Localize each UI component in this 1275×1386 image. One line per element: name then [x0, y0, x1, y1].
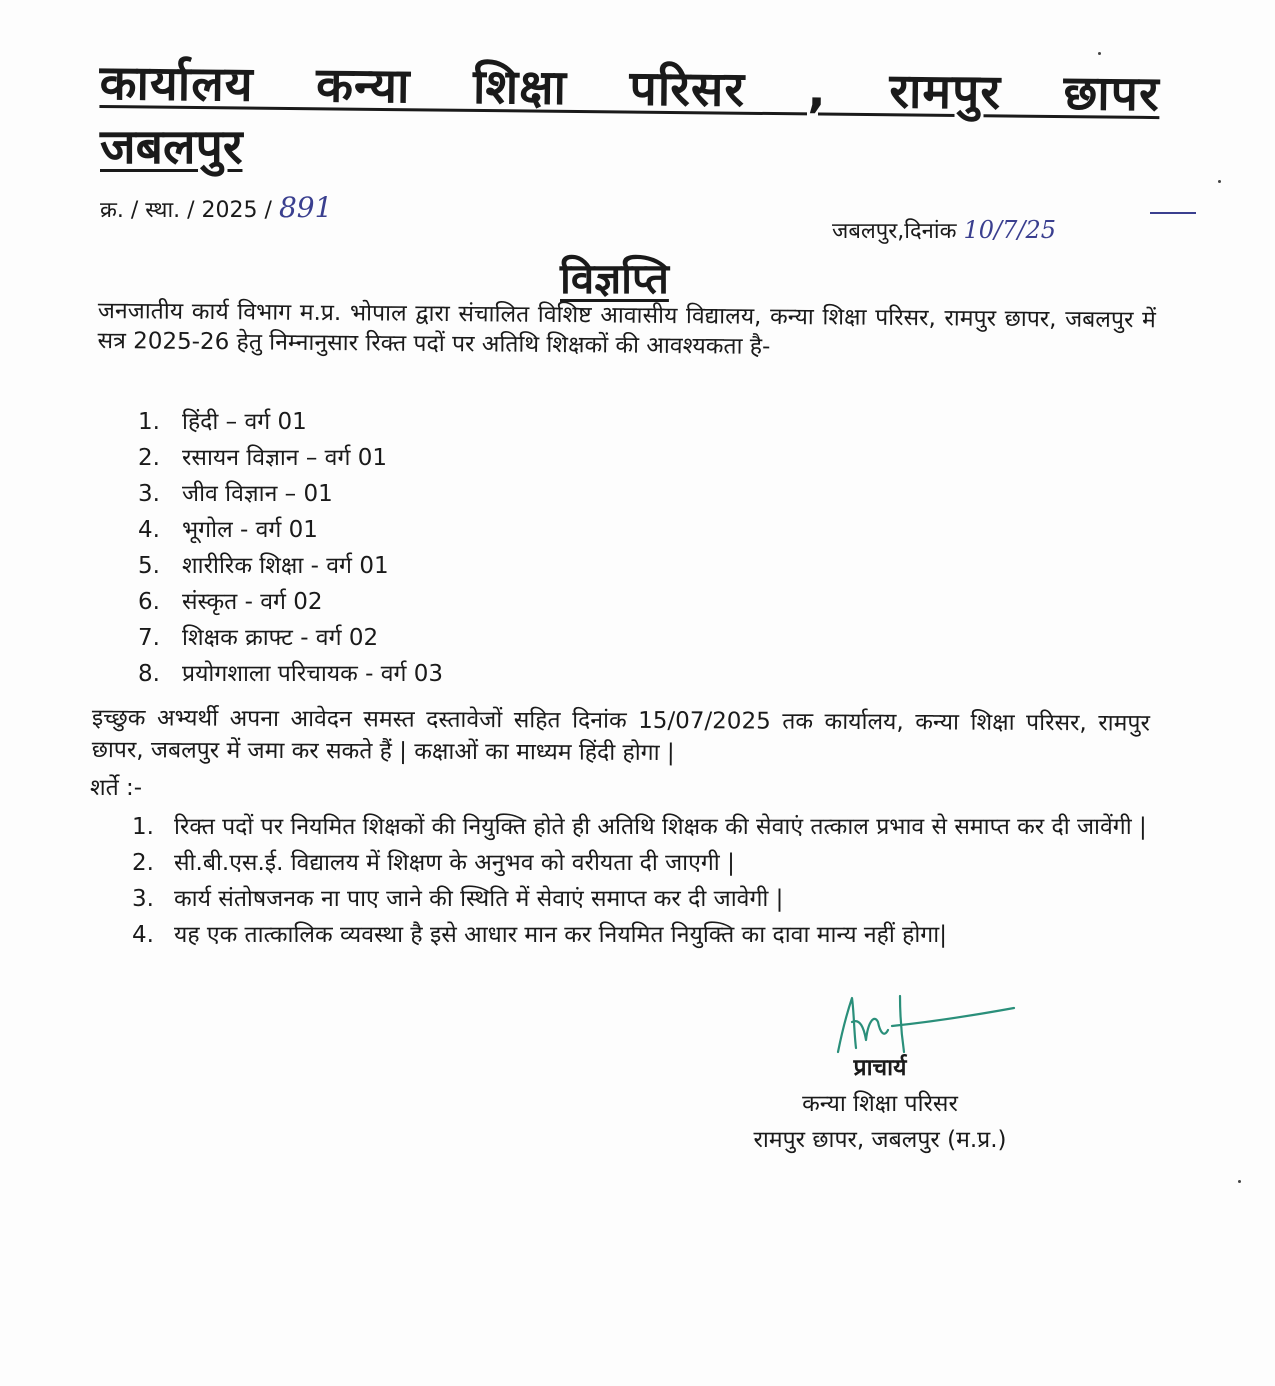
reference-prefix: क्र. / स्था. / 2025 / [100, 198, 272, 223]
vacancy-item: 4. भूगोल - वर्ग 01 [138, 517, 318, 543]
vacancy-item: 7. शिक्षक क्राफ्ट - वर्ग 02 [138, 625, 379, 651]
scan-speck [1238, 1180, 1241, 1183]
terms-list [132, 810, 1152, 954]
signatory-designation: प्राचार्य [853, 1055, 907, 1081]
reference-handwritten-number: 891 [278, 191, 333, 224]
scan-speck [1218, 180, 1221, 183]
reference-number [100, 193, 332, 226]
term-item: 2. सी.बी.एस.ई. विद्यालय में शिक्षण के अनुभव को वरीयता दी जाएगी | [132, 850, 735, 876]
notice-heading: विज्ञप्ति [560, 254, 669, 303]
vacancy-item: 1. हिंदी – वर्ग 01 [138, 409, 307, 435]
term-item: 1. रिक्त पदों पर नियमित शिक्षकों की नियुक्ति होते ही अतिथि शिक्षक की सेवाएं तत्काल प्रभाव से समाप्त कर दी जावेंगी | [132, 814, 1147, 840]
vacancy-list [138, 404, 443, 692]
office-title-line-1: कार्यालय कन्या शिक्षा परिसर , रामपुर छापर [99, 54, 1160, 123]
date-handwritten-value: 10/7/25 [963, 216, 1057, 244]
vacancy-item: 5. शारीरिक शिक्षा - वर्ग 01 [138, 553, 389, 579]
application-paragraph: इच्छुक अभ्यर्थी अपना आवेदन समस्त दस्तावेजों सहित दिनांक 15/07/2025 तक कार्यालय, कन्या शिक्षा परिसर, रामपुर छापर, जबलपुर में जमा कर सकते हैं | कक्षाओं का माध्यम हिंदी होगा | [91, 704, 1150, 767]
scan-speck [1098, 52, 1101, 55]
vacancy-item: 8. प्रयोगशाला परिचायक - वर्ग 03 [138, 661, 444, 687]
terms-heading: शर्ते :- [90, 775, 143, 801]
signatory-address: रामपुर छापर, जबलपुर (म.प्र.) [753, 1127, 1007, 1153]
term-item: 3. कार्य संतोषजनक ना पाए जाने की स्थिति में सेवाएं समाप्त कर दी जावेगी | [132, 886, 784, 912]
vacancy-item: 2. रसायन विज्ञान – वर्ग 01 [138, 445, 387, 471]
intro-paragraph: जनजातीय कार्य विभाग म.प्र. भोपाल द्वारा संचालित विशिष्ट आवासीय विद्यालय, कन्या शिक्षा परिसर, रामपुर छापर, जबलपुर में सत्र 2025-26 हेतु निम्नानुसार रिक्त पदों पर अतिथि शिक्षकों की आवश्यकता है- [97, 297, 1156, 360]
vacancy-item: 6. संस्कृत - वर्ग 02 [138, 589, 323, 615]
date-line [832, 215, 1056, 247]
signatory-block [720, 1050, 1040, 1158]
date-dash-mark [1150, 212, 1196, 214]
signatory-institution: कन्या शिक्षा परिसर [802, 1091, 958, 1117]
vacancy-item: 3. जीव विज्ञान – 01 [138, 481, 333, 507]
date-prefix: जबलपुर,दिनांक [832, 219, 957, 244]
term-item: 4. यह एक तात्कालिक व्यवस्था है इसे आधार मान कर नियमित नियुक्ति का दावा मान्य नहीं होगा| [132, 922, 947, 948]
office-title-line-2: जबलपुर [100, 119, 243, 175]
